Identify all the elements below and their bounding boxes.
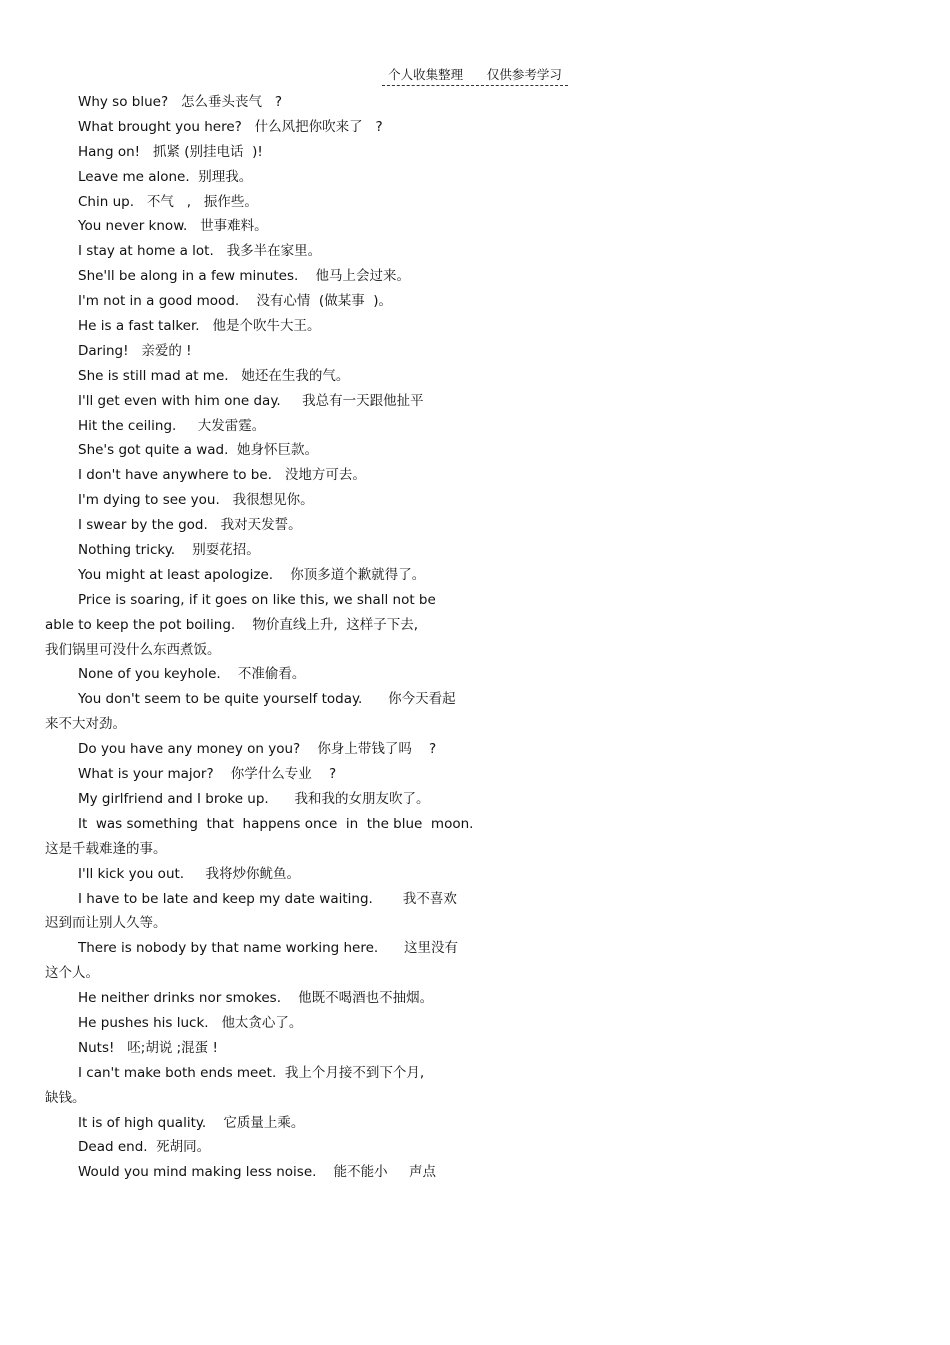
phrase-line: 这是千载难逢的事。 — [45, 840, 167, 857]
phrase-line: I can't make both ends meet. 我上个月接不到下个月, — [78, 1064, 425, 1081]
phrase-line: She'll be along in a few minutes. 他马上会过来。 — [78, 268, 410, 285]
phrase-line: Would you mind making less noise. 能不能小 声点 — [78, 1164, 437, 1181]
phrase-line: I don't have anywhere to be. 没地方可去。 — [78, 467, 366, 484]
phrase-line: I'll get even with him one day. 我总有一天跟他扯平 — [78, 392, 424, 409]
phrase-line: Why so blue? 怎么垂头丧气 ? — [78, 94, 283, 110]
phrase-line: Hit the ceiling. 大发雷霆。 — [78, 417, 266, 434]
phrase-line: Leave me alone. 别理我。 — [78, 168, 253, 185]
phrase-line: I have to be late and keep my date waiting. 我不喜欢 — [78, 890, 457, 907]
phrase-line: I'm dying to see you. 我很想见你。 — [78, 492, 314, 509]
phrase-line: It is of high quality. 它质量上乘。 — [78, 1114, 305, 1131]
phrase-line: Dead end. 死胡同。 — [78, 1139, 211, 1156]
phrase-line: What brought you here? 什么风把你吹来了 ? — [78, 118, 383, 135]
phrase-line: 我们锅里可没什么东西煮饭。 — [45, 641, 221, 658]
phrase-line: Price is soaring, if it goes on like this, we shall not be — [78, 591, 436, 608]
phrase-line: Chin up. 不气 , 振作些。 — [78, 193, 258, 210]
page-header: 个人收集整理 仅供参考学习 — [382, 67, 568, 86]
phrase-line: I stay at home a lot. 我多半在家里。 — [78, 243, 322, 260]
phrase-line: He neither drinks nor smokes. 他既不喝酒也不抽烟。 — [78, 990, 434, 1007]
phrase-line: You never know. 世事难料。 — [78, 218, 268, 235]
phrase-line: You don't seem to be quite yourself today. 你今天看起 — [78, 691, 456, 708]
phrase-line: 迟到而让别人久等。 — [45, 915, 167, 932]
phrase-line: It was something that happens once in the blue moon. — [78, 815, 474, 832]
phrase-line: 这个人。 — [45, 965, 99, 982]
phrase-line: He is a fast talker. 他是个吹牛大王。 — [78, 318, 321, 335]
phrase-line: She is still mad at me. 她还在生我的气。 — [78, 367, 350, 384]
phrase-list — [45, 90, 474, 1185]
phrase-line: There is nobody by that name working here. 这里没有 — [78, 940, 458, 957]
phrase-line: What is your major? 你学什么专业 ? — [78, 766, 337, 783]
phrase-line: My girlfriend and I broke up. 我和我的女朋友吹了。 — [78, 790, 430, 807]
phrase-line: She's got quite a wad. 她身怀巨款。 — [78, 442, 318, 459]
phrase-line: 来不大对劲。 — [45, 716, 126, 733]
phrase-line: He pushes his luck. 他太贪心了。 — [78, 1014, 303, 1031]
phrase-line: 缺钱。 — [45, 1089, 86, 1106]
phrase-line: I'll kick you out. 我将炒你鱿鱼。 — [78, 865, 301, 882]
phrase-line: Daring! 亲爱的 ! — [78, 342, 192, 359]
phrase-line: Do you have any money on you? 你身上带钱了吗 ? — [78, 741, 437, 758]
phrase-line: None of you keyhole. 不准偷看。 — [78, 666, 306, 683]
phrase-line: I'm not in a good mood. 没有心情 (做某事 )。 — [78, 293, 393, 310]
phrase-line: I swear by the god. 我对天发誓。 — [78, 517, 302, 534]
phrase-line: Hang on! 抓紧 (别挂电话 )! — [78, 143, 263, 160]
phrase-line: able to keep the pot boiling. 物价直线上升, 这样子下去, — [45, 616, 419, 633]
phrase-line: Nuts! 呸;胡说 ;混蛋 ! — [78, 1039, 218, 1056]
phrase-line: You might at least apologize. 你顶多道个歉就得了。 — [78, 566, 426, 583]
phrase-line: Nothing tricky. 别耍花招。 — [78, 542, 260, 559]
